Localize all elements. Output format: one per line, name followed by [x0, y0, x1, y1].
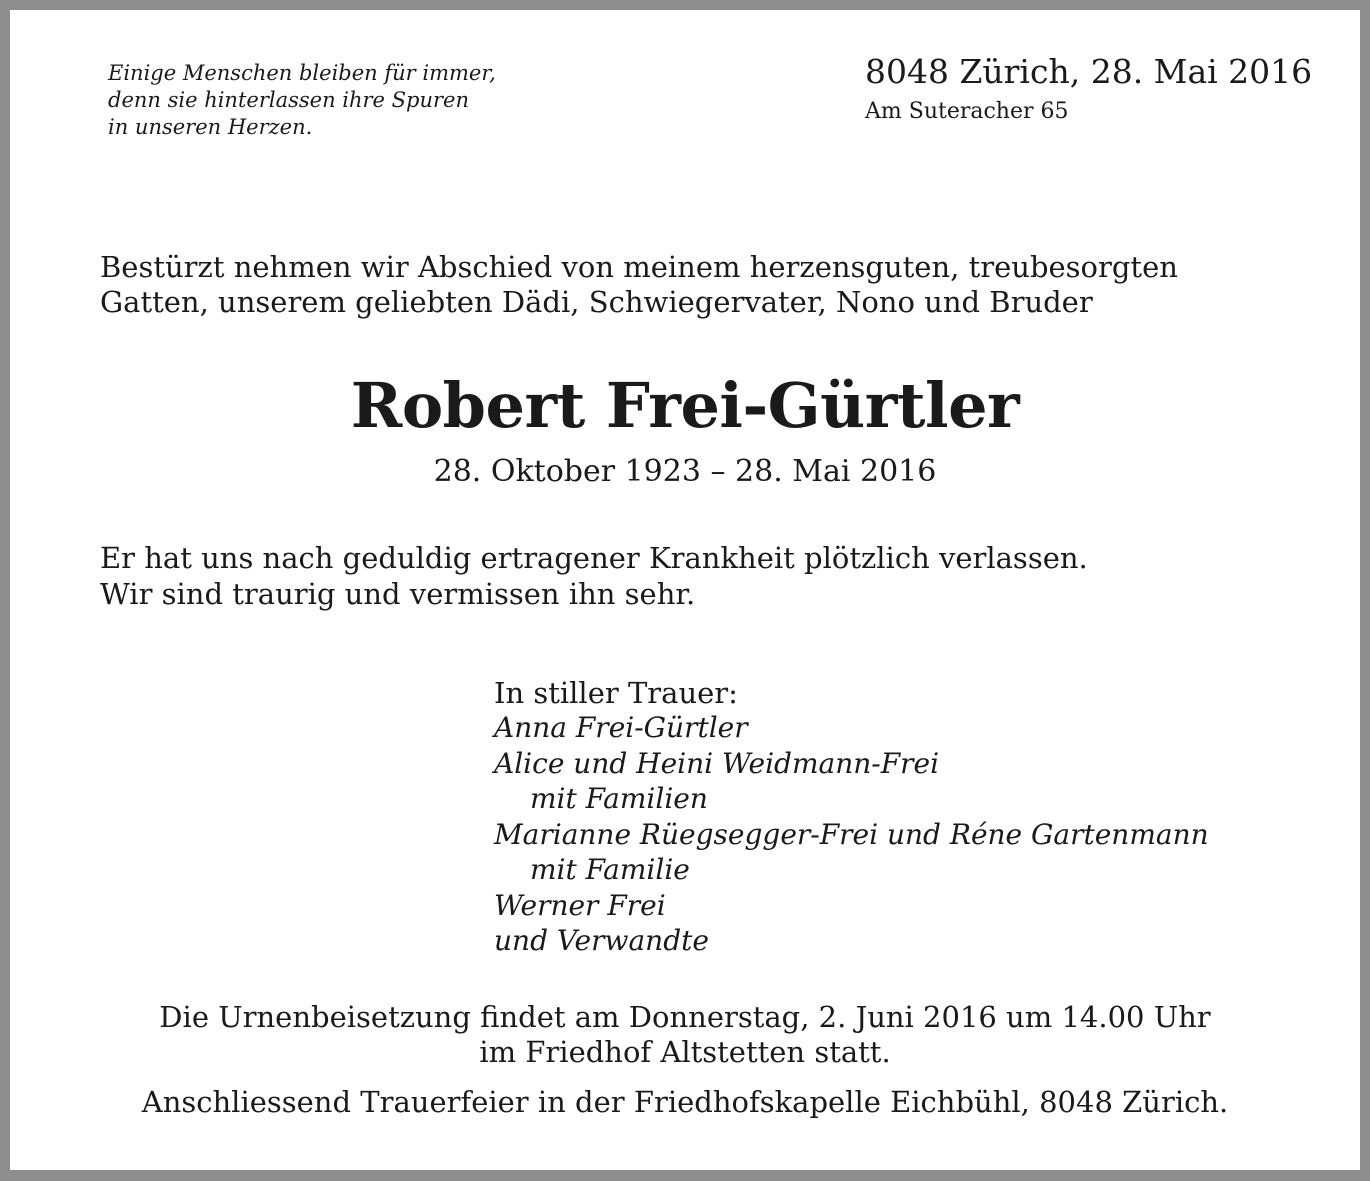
mourner-entry: Anna Frei-Gürtler [494, 711, 748, 744]
intro-line: Gatten, unserem geliebten Dädi, Schwiegervater, Nono und Bruder [100, 285, 1093, 319]
farewell-text [100, 540, 1088, 612]
motto-line: in unseren Herzen. [108, 115, 313, 139]
obituary-notice [10, 10, 1360, 1170]
intro-line: Bestürzt nehmen wir Abschied von meinem herzensguten, treubesorgten [100, 250, 1178, 284]
farewell-line: Wir sind traurig und vermissen ihn sehr. [100, 577, 696, 611]
ceremony-info [10, 1000, 1360, 1070]
farewell-line: Er hat uns nach geduldig ertragener Krankheit plötzlich verlassen. [100, 541, 1088, 575]
motto-line: denn sie hinterlassen ihre Spuren [108, 88, 470, 112]
mourner-entry: Alice und Heini Weidmann-Frei [494, 746, 940, 780]
motto-line: Einige Menschen bleiben für immer, [108, 61, 496, 85]
life-dates: 28. Oktober 1923 – 28. Mai 2016 [433, 454, 937, 489]
ceremony-line: im Friedhof Altstetten statt. [479, 1035, 891, 1069]
motto-quote [108, 60, 496, 141]
mourner-entry: und Verwandte [494, 924, 709, 957]
mourner-entry: Marianne Rüegsegger-Frei und Réne Gartenmann [494, 817, 1209, 851]
mourner-entry: mit Familie [530, 853, 690, 886]
mourner-entry: mit Familien [530, 782, 708, 815]
address: Am Suteracher 65 [865, 99, 1069, 124]
mourning-title: In stiller Trauer: [494, 676, 738, 710]
mourner-entry: Werner Frei [494, 888, 666, 922]
memorial-service-info: Anschliessend Trauerfeier in der Friedhofskapelle Eichbühl, 8048 Zürich. [141, 1085, 1229, 1119]
place-date: 8048 Zürich, 28. Mai 2016 [865, 52, 1313, 91]
deceased-name: Robert Frei-Gürtler [350, 369, 1020, 442]
ceremony-line: Die Urnenbeisetzung findet am Donnerstag, 2. Juni 2016 um 14.00 Uhr [159, 1000, 1211, 1034]
mourners-list [494, 710, 1209, 959]
intro-text [100, 250, 1178, 320]
